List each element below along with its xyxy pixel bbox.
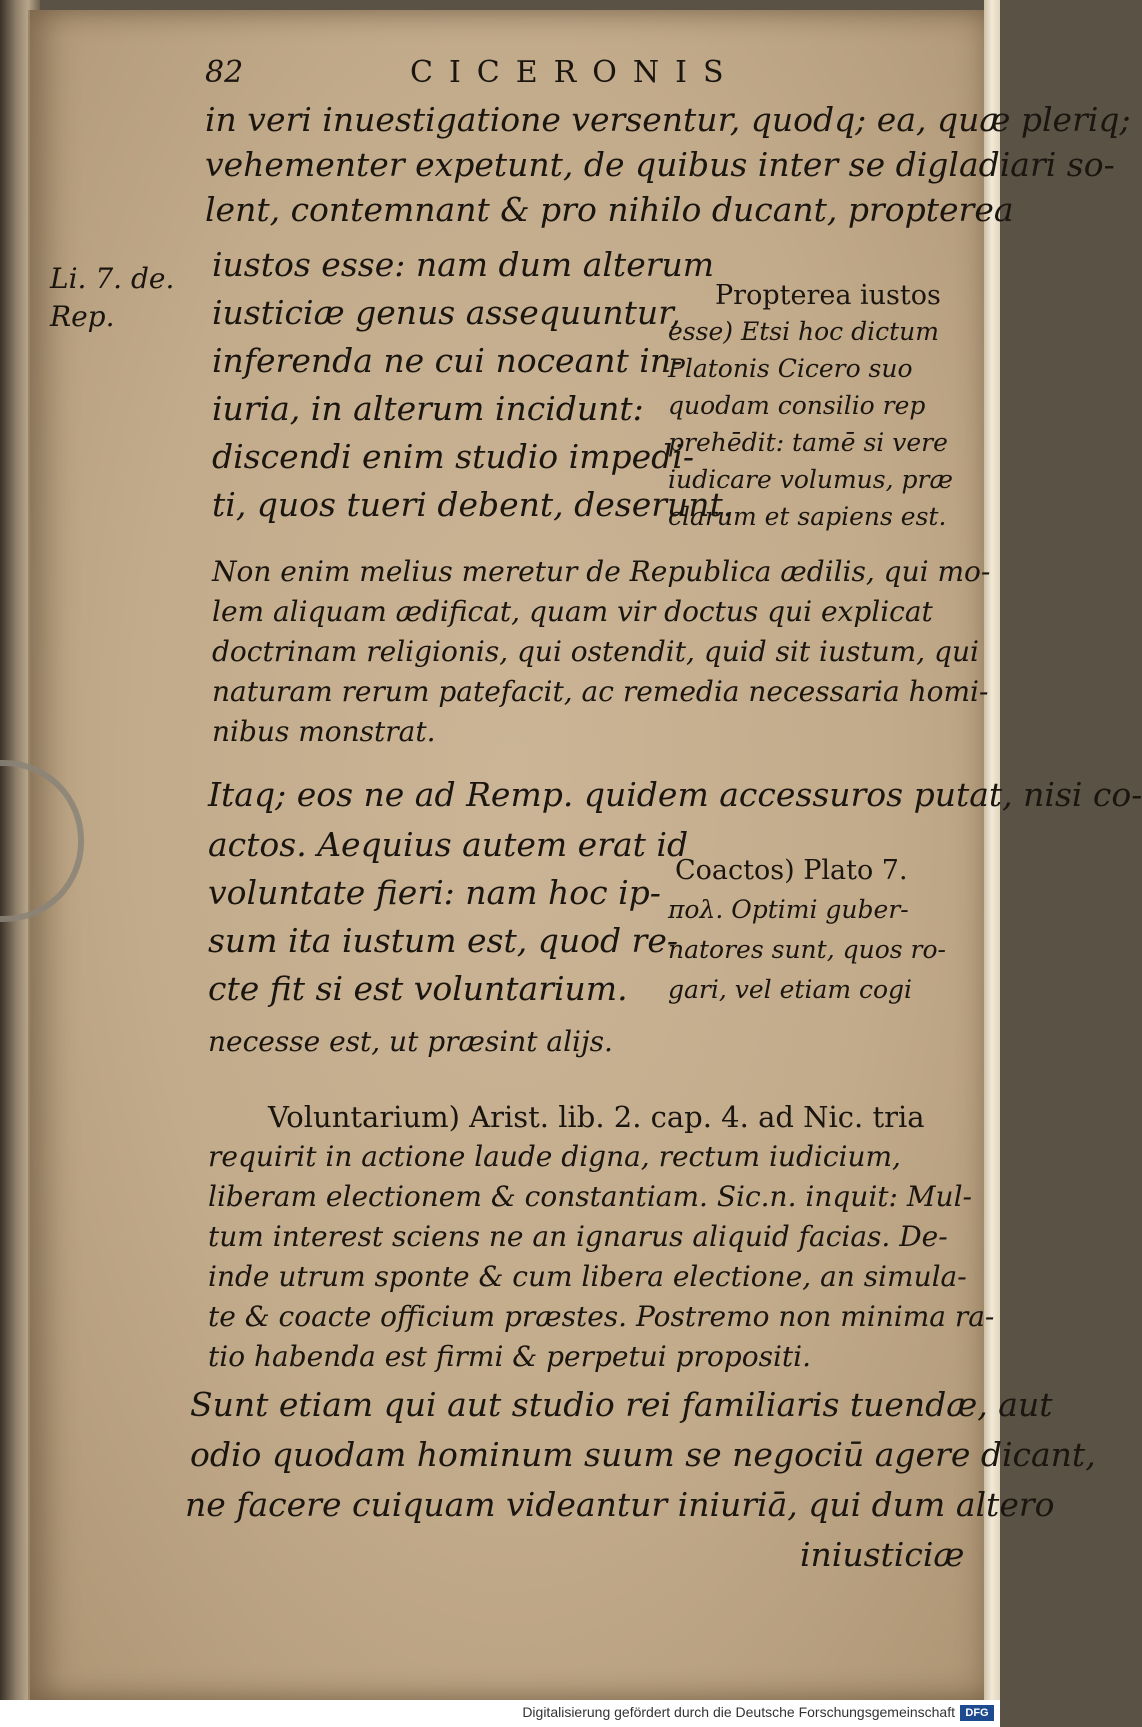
- text-line: iustos esse: nam dum alterum: [212, 245, 715, 284]
- note-line: Propterea iustos: [715, 280, 941, 311]
- note-line: Coactos) Plato 7.: [675, 855, 908, 886]
- text-line: lent, contemnant & pro nihilo ducant, propterea: [205, 190, 1014, 229]
- margin-reference: Rep.: [50, 300, 115, 333]
- margin-reference: Li. 7. de.: [50, 262, 175, 295]
- dfg-logo: DFG: [960, 1705, 994, 1721]
- text-line: ne facere cuiquam videantur iniuriā, qui dum altero: [185, 1485, 1055, 1524]
- note-line: prehēdit: tamē si vere: [668, 428, 948, 457]
- note-line: Voluntarium) Arist. lib. 2. cap. 4. ad Nic. tria: [268, 1100, 925, 1134]
- note-line: liberam electionem & constantiam. Sic.n. inquit: Mul-: [208, 1180, 972, 1213]
- text-line: ti, quos tueri debent, deserunt.: [212, 485, 734, 524]
- note-line: iudicare volumus, præ: [668, 465, 953, 494]
- text-line: discendi enim studio impedi-: [212, 437, 694, 476]
- text-line: vehementer expetunt, de quibus inter se digladiari so-: [205, 145, 1115, 184]
- text-line: cte fit si est voluntarium.: [208, 969, 628, 1008]
- note-line: esse) Etsi hoc dictum: [668, 317, 939, 346]
- note-line: necesse est, ut præsint alijs.: [208, 1025, 613, 1058]
- note-line: requirit in actione laude digna, rectum iudicium,: [208, 1140, 901, 1173]
- running-title: CICERONIS: [410, 55, 740, 90]
- note-line: doctrinam religionis, qui ostendit, quid sit iustum, qui: [212, 635, 979, 668]
- note-line: Platonis Cicero suo: [668, 354, 913, 383]
- text-line: inferenda ne cui noceant in-: [212, 341, 683, 380]
- text-line: voluntate fieri: nam hoc ip-: [208, 873, 661, 912]
- text-line: Itaq; eos ne ad Remp. quidem accessuros putat, nisi co-: [208, 775, 1142, 814]
- text-line: actos. Aequius autem erat id: [208, 825, 689, 864]
- note-line: tum interest sciens ne an ignarus aliquid facias. De-: [208, 1220, 948, 1253]
- note-line: πολ. Optimi guber-: [668, 895, 909, 924]
- note-line: naturam rerum patefacit, ac remedia necessaria homi-: [212, 675, 989, 708]
- note-line: tio habenda est firmi & perpetui propositi.: [208, 1340, 812, 1373]
- note-line: lem aliquam ædificat, quam vir doctus qui explicat: [212, 595, 933, 628]
- text-line: odio quodam hominum suum se negociū agere dicant,: [190, 1435, 1096, 1474]
- digitization-footer: [0, 1700, 1000, 1727]
- text-line: iusticiæ genus assequuntur,: [212, 293, 681, 332]
- note-line: quodam consilio rep: [668, 391, 926, 420]
- text-line: sum ita iustum est, quod re-: [208, 921, 679, 960]
- note-line: clarum et sapiens est.: [668, 502, 947, 531]
- note-line: inde utrum sponte & cum libera electione, an simula-: [208, 1260, 967, 1293]
- page-number: 82: [205, 55, 244, 90]
- text-line: Sunt etiam qui aut studio rei familiaris tuendæ, aut: [190, 1385, 1053, 1424]
- note-line: te & coacte officium præstes. Postremo non minima ra-: [208, 1300, 995, 1333]
- footer-credit: Digitalisierung gefördert durch die Deutsche Forschungsgemeinschaft: [522, 1704, 955, 1720]
- text-line: in veri inuestigatione versentur, quodq; ea, quæ pleriq;: [205, 100, 1131, 139]
- text-line: iuria, in alterum incidunt:: [212, 389, 644, 428]
- note-line: Non enim melius meretur de Republica ædilis, qui mo-: [212, 555, 991, 588]
- note-line: nibus monstrat.: [212, 715, 436, 748]
- catchword: iniusticiæ: [800, 1535, 965, 1574]
- note-line: natores sunt, quos ro-: [668, 935, 946, 964]
- note-line: gari, vel etiam cogi: [668, 975, 913, 1004]
